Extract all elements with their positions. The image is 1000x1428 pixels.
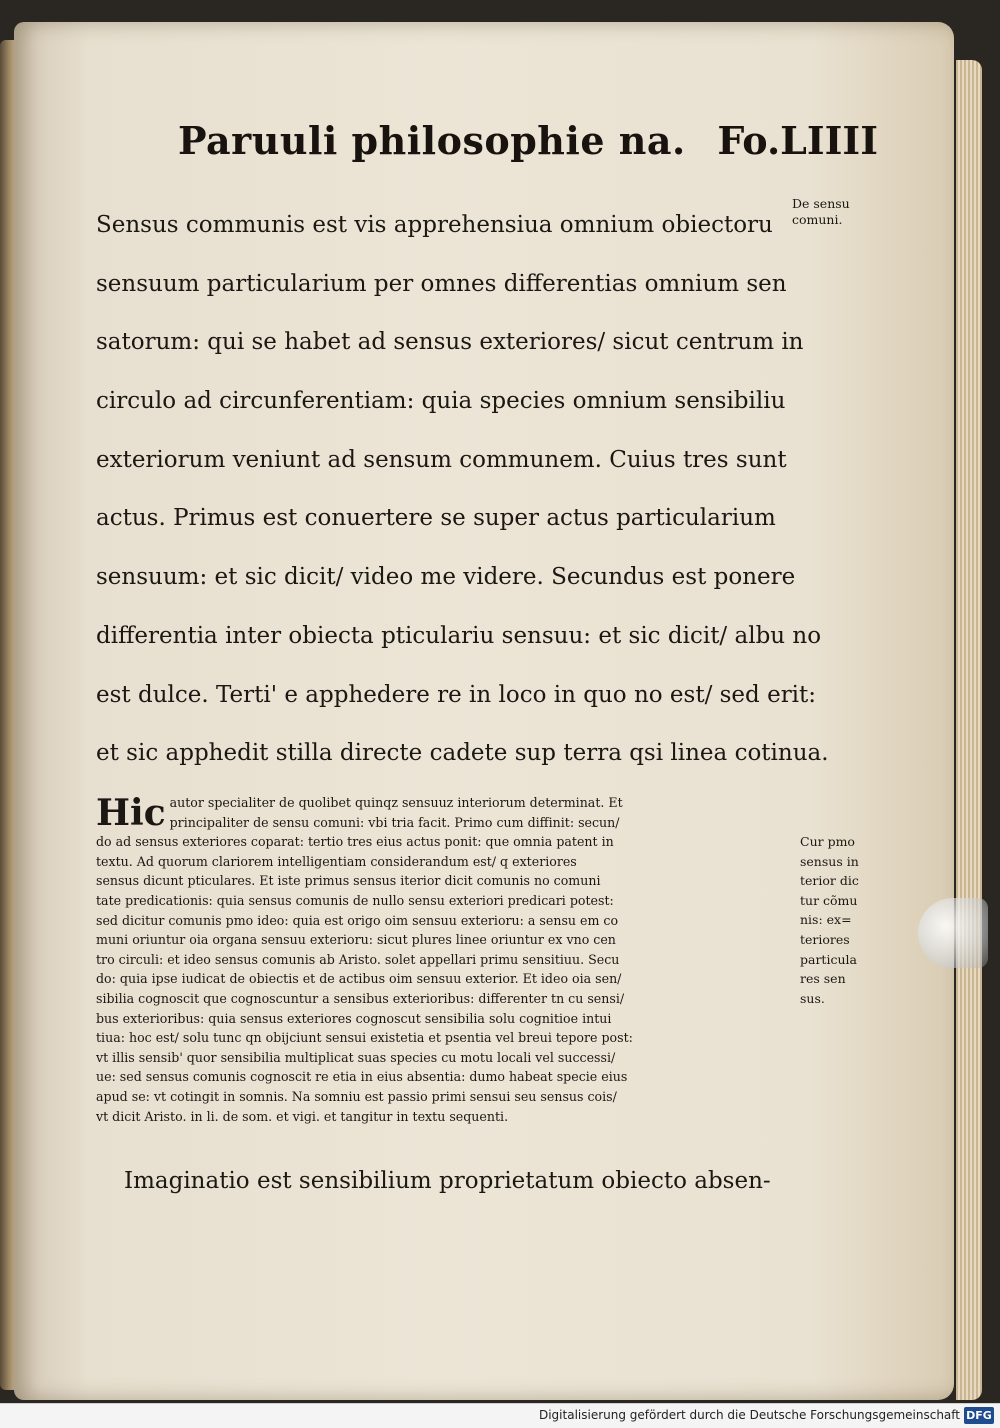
imaginatio-line: Imaginatio est sensibilium proprietatum obiecto absen- bbox=[124, 1168, 771, 1194]
commentary-line: ue: sed sensus comunis cognoscit re etia in eius absentia: dumo habeat specie eius bbox=[96, 1069, 628, 1085]
text-line: satorum: qui se habet ad sensus exteriores/ sicut centrum in bbox=[96, 329, 804, 356]
drop-cap: Hic bbox=[96, 792, 166, 834]
digitization-footer bbox=[0, 1403, 1000, 1428]
commentary-line: sed dicitur comunis pmo ideo: quia est origo oim sensuu exterioru: a sensu em co bbox=[96, 912, 619, 928]
text-line: Sensus communis est vis apprehensiua omnium obiectoru bbox=[96, 212, 773, 238]
text-line: actus. Primus est conuertere se super actus particularium bbox=[96, 505, 776, 532]
commentary-block bbox=[96, 793, 786, 1126]
commentary-line: muni oriuntur oia organa sensuu exterioru: sicut plures linee oriuntur ex vno cen bbox=[96, 932, 616, 948]
commentary-line: autor specialiter de quolibet quinqz sensuuz interiorum determinat. Et bbox=[169, 795, 623, 810]
margin-note-line: nis: ex= bbox=[800, 912, 852, 928]
margin-note-line: De sensu bbox=[792, 196, 850, 211]
margin-note-line: sensus in bbox=[800, 853, 859, 869]
page-header bbox=[178, 118, 878, 168]
commentary-line: tate predicationis: quia sensus comunis de nullo sensu exteriori predicari potest: bbox=[96, 892, 614, 908]
commentary-line: sibilia cognoscit que cognoscuntur a sensibus exterioribus: differenter tn cu sensi/ bbox=[96, 990, 625, 1006]
text-line: et sic apphedit stilla directe cadete sup terra qsi linea cotinua. bbox=[96, 740, 829, 767]
commentary-line: do ad sensus exteriores coparat: tertio tres eius actus ponit: que omnia patent in bbox=[96, 834, 614, 850]
commentary-line: do: quia ipse iudicat de obiectis et de actibus oim sensuu exterior. Et ideo oia sen/ bbox=[96, 971, 622, 987]
text-line: circulo ad circunferentiam: quia species omnium sensibiliu bbox=[96, 388, 786, 415]
commentary-line: vt illis sensib' quor sensibilia multiplicat suas species cu motu locali vel successi/ bbox=[96, 1049, 616, 1065]
footer-credit: Digitalisierung gefördert durch die Deutsche Forschungsgemeinschaft bbox=[538, 1408, 960, 1422]
commentary-line: principaliter de sensu comuni: vbi tria facit. Primo cum diffinit: secun/ bbox=[169, 814, 620, 830]
margin-note-line: tur cõmu bbox=[800, 892, 858, 908]
page-clip bbox=[918, 898, 988, 968]
margin-note-line: particula bbox=[800, 951, 857, 967]
commentary-line: bus exterioribus: quia sensus exteriores cognoscut sensibilia solu cognitioe intui bbox=[96, 1010, 612, 1026]
commentary-line: vt dicit Aristo. in li. de som. et vigi. et tangitur in textu sequenti. bbox=[96, 1108, 509, 1124]
margin-note-line: terior dic bbox=[800, 873, 859, 889]
margin-note-line: teriores bbox=[800, 931, 850, 947]
dfg-logo-icon[interactable]: DFG bbox=[964, 1407, 994, 1424]
text-line: differentia inter obiecta pticulariu sensuu: et sic dicit/ albu no bbox=[96, 622, 822, 649]
margin-note-de-sensu bbox=[792, 196, 850, 228]
margin-note-cur-primo bbox=[800, 832, 859, 1008]
folio-number: Fo.LIIII bbox=[717, 118, 878, 163]
text-line: est dulce. Terti' e apphedere re in loco in quo no est/ sed erit: bbox=[96, 681, 817, 708]
text-line: exteriorum veniunt ad sensum communem. Cuius tres sunt bbox=[96, 446, 787, 473]
running-title: Paruuli philosophie na. bbox=[178, 118, 686, 163]
page-stack-edge bbox=[956, 60, 982, 1400]
text-line: sensuum particularium per omnes differentias omnium sen bbox=[96, 270, 787, 297]
commentary-line: apud se: vt cotingit in somnis. Na somniu est passio primi sensui seu sensus cois/ bbox=[96, 1088, 617, 1104]
margin-note-line: comuni. bbox=[792, 212, 843, 227]
margin-note-line: Cur pmo bbox=[800, 834, 855, 849]
commentary-line: tiua: hoc est/ solu tunc qn obijciunt sensui existetia et psentia vel breui tepore post: bbox=[96, 1030, 633, 1046]
margin-note-line: res sen bbox=[800, 971, 846, 987]
commentary-line: sensus dicunt pticulares. Et iste primus sensus iterior dicit comunis no comuni bbox=[96, 873, 601, 889]
margin-note-line: sus. bbox=[800, 990, 825, 1006]
commentary-line: tro circuli: et ideo sensus comunis ab Aristo. solet appellari primu sensitiuu. Secu bbox=[96, 951, 620, 967]
text-line: sensuum: et sic dicit/ video me videre. Secundus est ponere bbox=[96, 564, 796, 591]
commentary-line: textu. Ad quorum clariorem intelligentiam considerandum est/ q exteriores bbox=[96, 853, 577, 869]
